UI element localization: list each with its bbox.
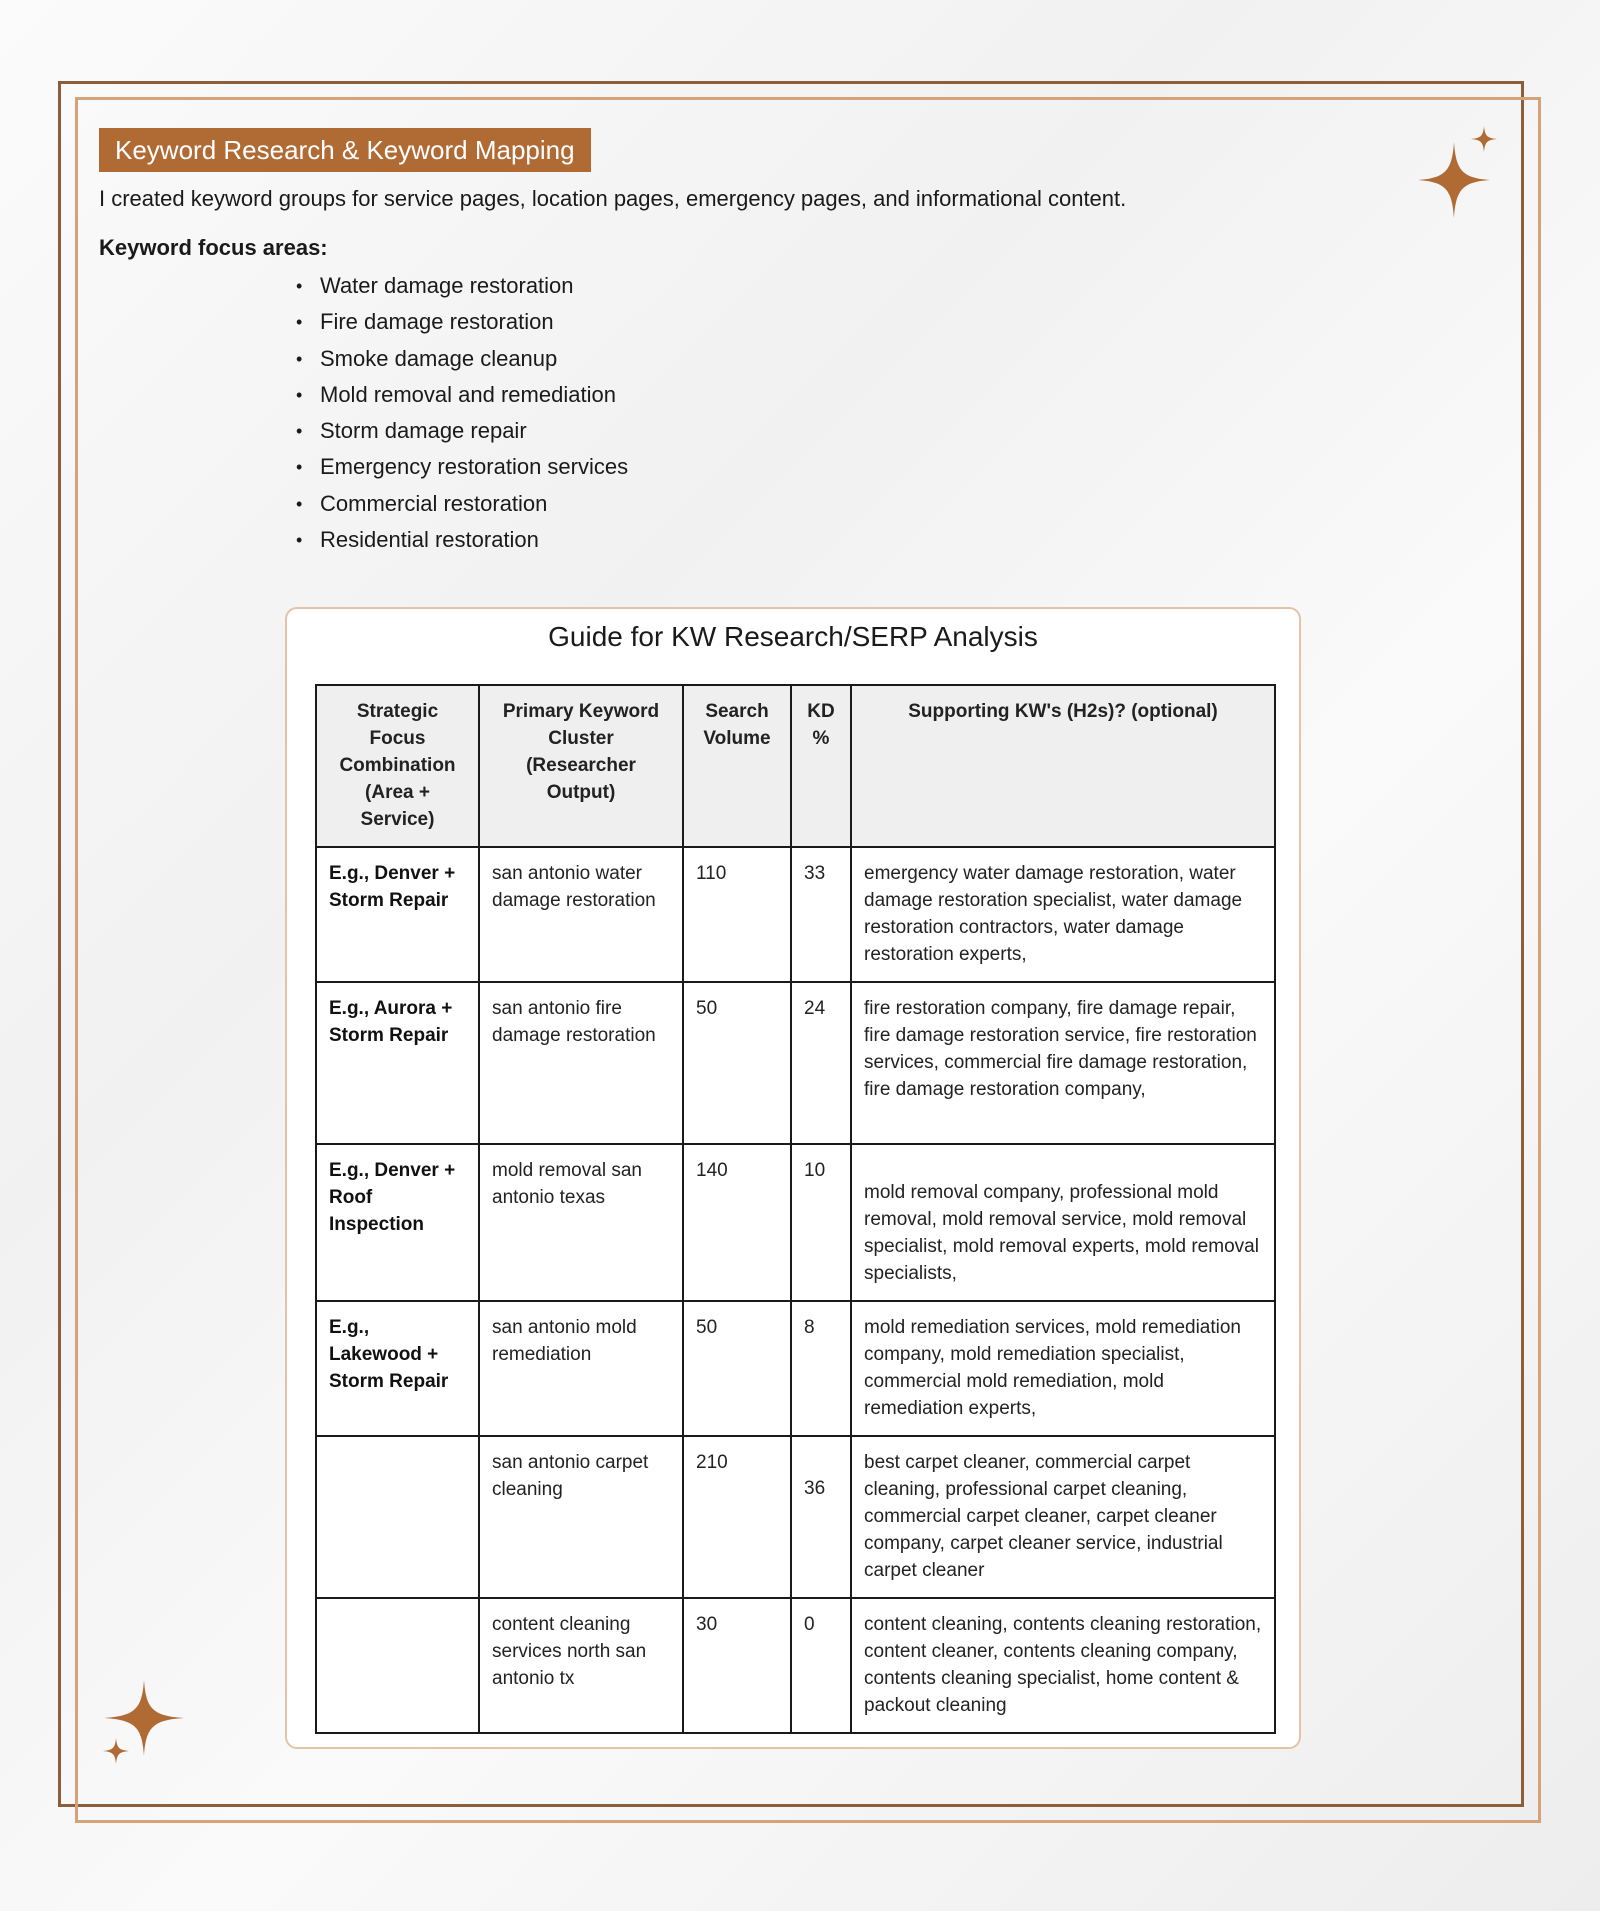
search-volume-cell: 50 (683, 1301, 791, 1436)
intro-text: I created keyword groups for service pages, location pages, emergency pages, and informational content. (99, 186, 1127, 211)
list-item: • Emergency restoration services (296, 452, 628, 488)
column-header: KD % (791, 685, 851, 847)
list-item: • Water damage restoration (296, 271, 628, 307)
table-row (316, 847, 1275, 982)
table-header-row (316, 685, 1275, 847)
kd-cell: 24 (791, 982, 851, 1144)
section-title-banner: Keyword Research & Keyword Mapping (99, 128, 591, 172)
list-item: • Smoke damage cleanup (296, 344, 628, 380)
list-item: • Mold removal and remediation (296, 380, 628, 416)
supporting-kw-cell: mold removal company, professional mold removal, mold removal service, mold removal specialist, mold removal experts, mold removal specialists, (851, 1144, 1275, 1301)
supporting-kw-cell: best carpet cleaner, commercial carpet cleaning, professional carpet cleaning, commercial carpet cleaner, carpet cleaner company, carpet cleaner service, industrial carpet cleaner (851, 1436, 1275, 1598)
primary-keyword-cell: san antonio water damage restoration (479, 847, 683, 982)
supporting-kw-cell: fire restoration company, fire damage repair, fire damage restoration service, fire restoration services, commercial fire damage restoration, fire damage restoration company, (851, 982, 1275, 1144)
table-row (316, 1144, 1275, 1301)
search-volume-cell: 110 (683, 847, 791, 982)
column-header: Primary Keyword Cluster (Researcher Output) (479, 685, 683, 847)
search-volume-cell: 210 (683, 1436, 791, 1598)
strategic-cell: E.g., Denver + Storm Repair (316, 847, 479, 982)
table-row (316, 1301, 1275, 1436)
primary-keyword-cell: mold removal san antonio texas (479, 1144, 683, 1301)
table-row (316, 1436, 1275, 1598)
search-volume-cell: 50 (683, 982, 791, 1144)
search-volume-cell: 30 (683, 1598, 791, 1733)
kd-cell: 8 (791, 1301, 851, 1436)
column-header: Strategic Focus Combination (Area + Service) (316, 685, 479, 847)
kd-cell: 36 (791, 1436, 851, 1598)
supporting-kw-cell: emergency water damage restoration, water damage restoration specialist, water damage restoration contractors, water damage restoration experts, (851, 847, 1275, 982)
column-header: Supporting KW's (H2s)? (optional) (851, 685, 1275, 847)
kd-cell: 33 (791, 847, 851, 982)
primary-keyword-cell: content cleaning services north san antonio tx (479, 1598, 683, 1733)
primary-keyword-cell: san antonio mold remediation (479, 1301, 683, 1436)
list-item: • Commercial restoration (296, 489, 628, 525)
strategic-cell (316, 1598, 479, 1733)
sparkle-icon (1412, 126, 1504, 222)
strategic-cell: E.g., Aurora + Storm Repair (316, 982, 479, 1144)
focus-areas-list (296, 271, 628, 561)
guide-card (285, 607, 1301, 1749)
focus-areas-title: Keyword focus areas: (99, 235, 328, 260)
keyword-table (315, 684, 1276, 1734)
column-header: Search Volume (683, 685, 791, 847)
list-item: • Residential restoration (296, 525, 628, 561)
kd-cell: 10 (791, 1144, 851, 1301)
supporting-kw-cell: content cleaning, contents cleaning restoration, content cleaner, contents cleaning company, contents cleaning specialist, home content & packout cleaning (851, 1598, 1275, 1733)
strategic-cell (316, 1436, 479, 1598)
sparkle-icon (98, 1680, 190, 1776)
primary-keyword-cell: san antonio carpet cleaning (479, 1436, 683, 1598)
list-item: • Storm damage repair (296, 416, 628, 452)
table-row (316, 982, 1275, 1144)
table-row (316, 1598, 1275, 1733)
supporting-kw-cell: mold remediation services, mold remediation company, mold remediation specialist, commercial mold remediation, mold remediation experts, (851, 1301, 1275, 1436)
strategic-cell: E.g., Denver + Roof Inspection (316, 1144, 479, 1301)
list-item: • Fire damage restoration (296, 307, 628, 343)
kd-cell: 0 (791, 1598, 851, 1733)
guide-title: Guide for KW Research/SERP Analysis (548, 621, 1038, 652)
search-volume-cell: 140 (683, 1144, 791, 1301)
strategic-cell: E.g., Lakewood + Storm Repair (316, 1301, 479, 1436)
primary-keyword-cell: san antonio fire damage restoration (479, 982, 683, 1144)
